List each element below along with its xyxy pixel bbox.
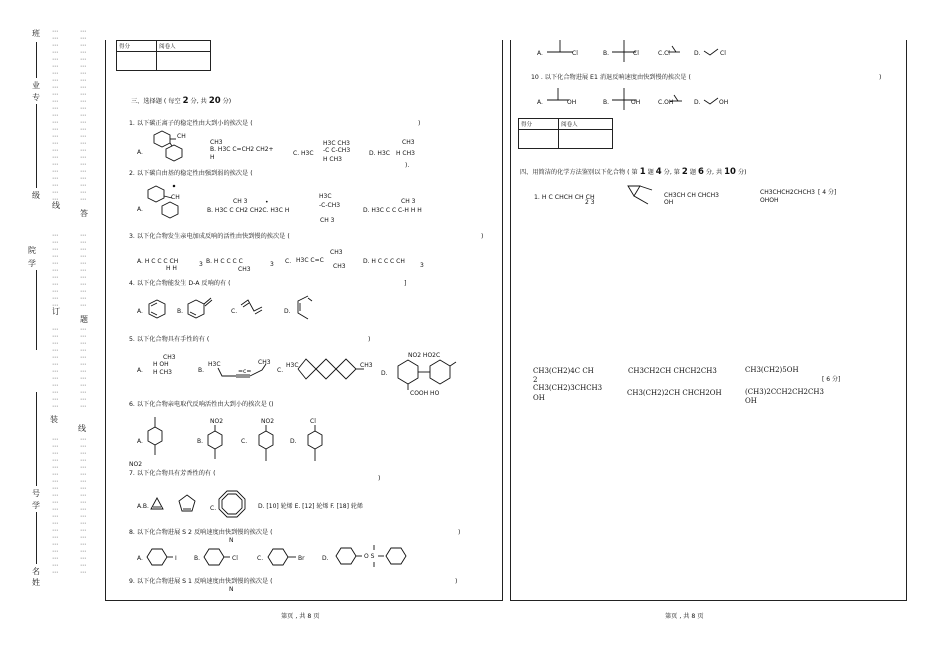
q5-d-top: NO2 HO2C — [408, 352, 441, 359]
gutter-char: 订 — [52, 307, 60, 316]
gutter-char: 学 — [32, 501, 40, 510]
question-2-stem: 2. 以下碳自由基的稳定性由强到弱的挨次是 ( — [129, 170, 253, 177]
q9-b-group: Cl — [633, 50, 639, 57]
q5-a-line3: H CH3 — [153, 369, 172, 376]
p2-compound-a3: CH3(CH2)3CHCH3 — [533, 384, 603, 392]
q8-b-group: Cl — [232, 555, 238, 562]
gutter-char: 答 — [80, 209, 88, 218]
question-3-stem: 3. 以下化合物发生亲电加成反响的活性由快到慢的挨次是 ( — [129, 233, 290, 240]
q5-option-d: D. — [381, 370, 388, 377]
q1-c-top: H3C CH3 — [323, 140, 350, 147]
q2-option-d: D. H3C C C C-H H H — [363, 207, 422, 214]
gutter-line — [36, 42, 37, 78]
q9-option-b: B. — [603, 50, 610, 57]
q6-option-a: A. — [137, 438, 143, 445]
q5-option-b: B. — [198, 367, 205, 374]
q10-b-group: OH — [631, 99, 641, 106]
q2-a-ch-label: CH — [171, 194, 180, 201]
q3-c-mid: H3C C=C — [296, 257, 324, 264]
q5-a-line1: CH3 — [163, 354, 176, 361]
question-9-stem: 9. 以下化合物进展 S 1 反响速度由快到慢的挨次是 ( — [129, 578, 273, 585]
gutter-dots: ⋯ ⋯ ⋯ ⋯ ⋯ ⋯ ⋯ ⋯ ⋯ ⋯ ⋯ — [80, 232, 86, 309]
q3-option-b: B. H C C C C — [206, 258, 243, 265]
p2-compound-a4: OH — [533, 394, 545, 402]
gutter-dots: ⋯ ⋯ ⋯ ⋯ ⋯ ⋯ ⋯ ⋯ ⋯ ⋯ ⋯ ⋯ — [52, 326, 58, 410]
q10-option-b: B. — [603, 99, 610, 106]
cyclohexyl-iodide-icon — [145, 547, 175, 567]
q9-d-group: Cl — [720, 50, 726, 57]
gutter-char: 题 — [80, 315, 88, 324]
q5-option-c: C. — [277, 367, 284, 374]
grader-header: 阅卷人 — [157, 41, 211, 52]
p2-compound-c3: OH — [745, 397, 757, 405]
gutter-line — [36, 392, 37, 486]
q8-d-group: O S — [364, 553, 375, 560]
p1-compound-b-top: CH3CH CH CHCH3 — [664, 192, 719, 199]
q6-d-cl: Cl — [310, 418, 316, 425]
q6-b-no2: NO2 — [210, 418, 224, 425]
question-1-stem: 1. 以下碳正离子的稳定性由大到小的挨次是 ( — [129, 120, 253, 127]
q5-a-line2: H OH — [153, 361, 169, 368]
p2-compound-b2: CH3(CH2)2CH CHCH2OH — [627, 389, 722, 397]
q8-c-group: Br — [298, 555, 305, 562]
q9-a-group: Cl — [572, 50, 578, 57]
q10-option-a: A. — [537, 99, 543, 106]
isopropanol-icon — [668, 93, 684, 105]
q5-b-right: CH3 — [258, 359, 271, 366]
q4-option-b: B. — [177, 308, 184, 315]
q8-option-b: B. — [194, 555, 201, 562]
q4-option-a: A. — [137, 308, 143, 315]
butadiene-icon — [240, 299, 264, 321]
biphenyl-icon — [390, 358, 470, 394]
question-3-close: ) — [481, 233, 484, 240]
q1-option-b-line2: B. H3C C=CH2 CH2+ — [210, 146, 274, 153]
question-1-close: ) — [418, 120, 421, 127]
gutter-char: 级 — [32, 191, 40, 200]
cyclohexyl-chloride-icon — [202, 547, 232, 567]
q1-d-mid: H CH3 — [396, 150, 415, 157]
q1-d-close: ). — [405, 162, 410, 169]
question-7-close: ) — [378, 475, 381, 482]
q1-option-d: D. H3C — [369, 150, 390, 157]
cyclooctatetraene-icon — [218, 490, 246, 518]
section-4-heading: 四、用简洁的化学方法鉴别以下化合物 ( 第 1 题 4 分, 第 2 题 6 分, 共 10 分) — [520, 167, 747, 177]
section-3-heading: 三、选择题 ( 每空 2 分, 共 20 分) — [131, 96, 232, 106]
gutter-char: 专 — [32, 93, 40, 102]
gutter-line — [36, 270, 37, 350]
q1-d-top: CH3 — [402, 139, 415, 146]
nitrotoluene-icon — [206, 425, 224, 463]
q3-b-sub: CH3 — [238, 266, 251, 273]
q5-c-right: CH3 — [360, 362, 373, 369]
cyclopropenyl-icon — [150, 497, 164, 511]
tbutyl-chloride-icon — [545, 40, 575, 58]
q3-a-three: 3 — [199, 261, 203, 268]
p2-compound-b1: CH3CH2CH CHCH2CH3 — [628, 367, 717, 375]
q9-option-a: A. — [537, 50, 543, 57]
gutter-char: 线 — [78, 424, 86, 433]
q6-option-b: B. — [197, 438, 204, 445]
p2-compound-c2: (CH3)2CCH2CH2CH3 — [745, 388, 824, 396]
q3-c-top: CH3 — [330, 249, 343, 256]
gutter-dots: ⋯ ⋯ ⋯ ⋯ ⋯ ⋯ ⋯ ⋯ ⋯ ⋯ ⋯ ⋯ — [80, 326, 86, 410]
p2-score: [ 6 分] — [822, 376, 841, 383]
score-cell[interactable] — [519, 130, 559, 149]
gutter-char: 业 — [32, 81, 40, 90]
gutter-dots: ⋯ ⋯ ⋯ ⋯ ⋯ ⋯ ⋯ ⋯ ⋯ ⋯ ⋯ — [52, 232, 58, 309]
score-header: 得分 — [519, 119, 559, 130]
q1-c-bot: H CH3 — [323, 156, 342, 163]
gutter-line — [36, 104, 37, 188]
gutter-char: 装 — [50, 415, 58, 424]
grader-header: 阅卷人 — [559, 119, 613, 130]
question-5-close: ) — [368, 336, 371, 343]
q9-subscript: N — [229, 586, 234, 593]
grader-cell[interactable] — [157, 52, 211, 71]
q10-d-group: OH — [719, 99, 729, 106]
p1-score: [ 4 分] — [818, 189, 837, 196]
gutter-char: 姓 — [32, 578, 40, 587]
q4-option-c: C. — [231, 308, 238, 315]
q2-option-b: B. H3C C CH2 CH2C. H3C H — [207, 207, 290, 214]
toluene-icon — [146, 417, 164, 459]
gutter-char: 学 — [28, 259, 36, 268]
p1-compound-b-bot: OH — [664, 199, 674, 206]
q2-c-mid: -C-CH3 — [319, 202, 341, 209]
q2-c-bot: CH 3 — [320, 217, 335, 224]
hexatriene-icon — [294, 295, 314, 321]
q4-option-d: D. — [284, 308, 291, 315]
gutter-char: 班 — [32, 29, 40, 38]
q10-option-d: D. — [694, 99, 701, 106]
gutter-char: 号 — [32, 489, 40, 498]
question-4-stem: 4. 以下化合物能发生 D-A 反响的有 ( — [129, 280, 231, 287]
question-7-stem: 7. 以下化合物具有芳香性的有 ( — [129, 470, 216, 477]
question-10-stem: 10 . 以下化合物进展 E1 消退反响速度由快到慢的挨次是 ( — [531, 74, 691, 81]
q8-subscript: N — [229, 537, 234, 544]
question-6-stem: 6. 以下化合物亲电取代反响活性由大到小的挨次是 () — [129, 401, 274, 408]
q6-c-no2: NO2 — [261, 418, 275, 425]
cyclopropyl-alcohol-icon — [626, 184, 656, 206]
q8-option-d: D. — [322, 555, 329, 562]
gutter-dots: ⋯ ⋯ ⋯ ⋯ ⋯ ⋯ ⋯ ⋯ ⋯ ⋯ ⋯ ⋯ ⋯ ⋯ ⋯ ⋯ ⋯ ⋯ ⋯ ⋯ ⋯ ⋯ ⋯ ⋯ ⋯ — [80, 28, 86, 203]
question-4-close: ] — [404, 280, 407, 287]
gutter-line — [36, 512, 37, 564]
q1-option-c: C. H3C — [293, 150, 314, 157]
q1-a-ch-label: CH — [177, 133, 186, 140]
spiro-chain-icon — [298, 357, 368, 381]
q9-option-d: D. — [694, 50, 701, 57]
cyclopentadiene-icon — [178, 494, 196, 514]
q5-c-left: H3C — [286, 362, 299, 369]
q9-option-c: C.Cl — [658, 50, 670, 57]
p1-compound-c-bot: OHOH — [760, 197, 779, 204]
q5-d-bot: COOH HO — [410, 390, 440, 397]
q5-option-a: A. — [137, 367, 143, 374]
p1-compound-a-sub: 2 3 — [585, 199, 595, 206]
q10-option-c: C.OH — [658, 99, 674, 106]
q3-a-sub: H H — [166, 265, 177, 272]
q3-option-c: C. — [285, 258, 292, 265]
q2-b-top: CH 3 — [233, 198, 248, 205]
q2-radical-dot: • — [265, 199, 269, 206]
q6-tail-no2: NO2 — [129, 461, 143, 468]
gutter-char: 名 — [32, 567, 40, 576]
q5-b-left: H3C — [208, 361, 221, 368]
question-5-stem: 5. 以下化合物具有手性的有 ( — [129, 336, 210, 343]
p1-compound-c-top: CH3CHCH2CHCH3 — [760, 189, 815, 196]
question-8-stem: 8. 以下化合物进展 S 2 反响速度由快到慢的挨次是 ( — [129, 529, 273, 536]
gutter-char: 线 — [52, 201, 60, 210]
q1-option-b-line1: CH3 — [210, 139, 223, 146]
q2-d-top: CH 3 — [401, 198, 416, 205]
q1-option-a: A. — [137, 149, 143, 156]
question-10-close: ) — [879, 74, 882, 81]
q6-option-d: D. — [290, 438, 297, 445]
gutter-dots: ⋯ ⋯ ⋯ ⋯ ⋯ ⋯ ⋯ ⋯ ⋯ ⋯ ⋯ ⋯ ⋯ ⋯ ⋯ ⋯ ⋯ ⋯ ⋯ ⋯ — [80, 436, 86, 576]
q7-option-ab: A.B. — [137, 503, 149, 510]
nitrobenzene-icon — [257, 425, 275, 465]
left-page-footer: 第页 , 共 8 页 — [281, 613, 320, 620]
gutter-dots: ⋯ ⋯ ⋯ ⋯ ⋯ ⋯ ⋯ ⋯ ⋯ ⋯ ⋯ ⋯ ⋯ ⋯ ⋯ ⋯ ⋯ ⋯ ⋯ ⋯ ⋯ ⋯ ⋯ ⋯ ⋯ — [52, 28, 58, 203]
gutter-dots: ⋯ ⋯ ⋯ ⋯ ⋯ ⋯ ⋯ ⋯ ⋯ ⋯ ⋯ ⋯ ⋯ ⋯ ⋯ ⋯ ⋯ ⋯ ⋯ ⋯ — [52, 436, 58, 576]
q3-c-bot: CH3 — [333, 263, 346, 270]
p2-compound-a2: 2 — [533, 376, 538, 384]
question-8-close: ) — [458, 529, 461, 536]
q3-b-three: 3 — [270, 261, 274, 268]
q3-option-a: A. H C C C CH — [137, 258, 179, 265]
q2-c-top: H3C — [319, 193, 332, 200]
q2-a-structure-icon — [146, 184, 182, 222]
q3-d-three: 3 — [420, 262, 424, 269]
q8-option-c: C. — [257, 555, 264, 562]
q8-option-a: A. — [137, 555, 143, 562]
q5-b-eq: =c= — [238, 368, 252, 375]
ethyl-chloride-icon — [703, 45, 721, 57]
p2-compound-c1: CH3(CH2)5OH — [745, 366, 799, 374]
q2-option-a: A. — [137, 206, 143, 213]
right-page-footer: 第页 , 共 8 页 — [665, 613, 704, 620]
q1-option-b-line3: H — [210, 154, 215, 161]
score-table-left — [116, 40, 211, 71]
q7-option-c: C. — [210, 505, 217, 512]
score-cell[interactable] — [117, 52, 157, 71]
p2-compound-a1: CH3(CH2)4C CH — [533, 367, 594, 375]
cyclohexadiene-icon — [146, 299, 168, 321]
score-table-right — [518, 118, 613, 149]
chlorotoluene-icon — [306, 425, 324, 465]
cyclohexyl-bromide-icon — [266, 547, 298, 567]
q7-option-d: D. [10] 轮烯 E. [12] 轮烯 F. [18] 轮烯 — [258, 503, 363, 510]
grader-cell[interactable] — [559, 130, 613, 149]
q1-c-mid: -C C-CH3 — [323, 147, 351, 154]
q6-option-c: C. — [241, 438, 248, 445]
question-9-close: ) — [455, 578, 458, 585]
p1-compound-a: 1. H C CHCH CH CH — [534, 194, 595, 201]
q10-a-group: OH — [567, 99, 577, 106]
gutter-char: 院 — [28, 246, 36, 255]
score-header: 得分 — [117, 41, 157, 52]
isopropyl-chloride-icon — [666, 44, 682, 56]
q3-option-d: D. H C C C CH — [363, 258, 405, 265]
q8-a-group: I — [175, 555, 177, 562]
methylene-cyclohexene-icon — [185, 297, 213, 323]
